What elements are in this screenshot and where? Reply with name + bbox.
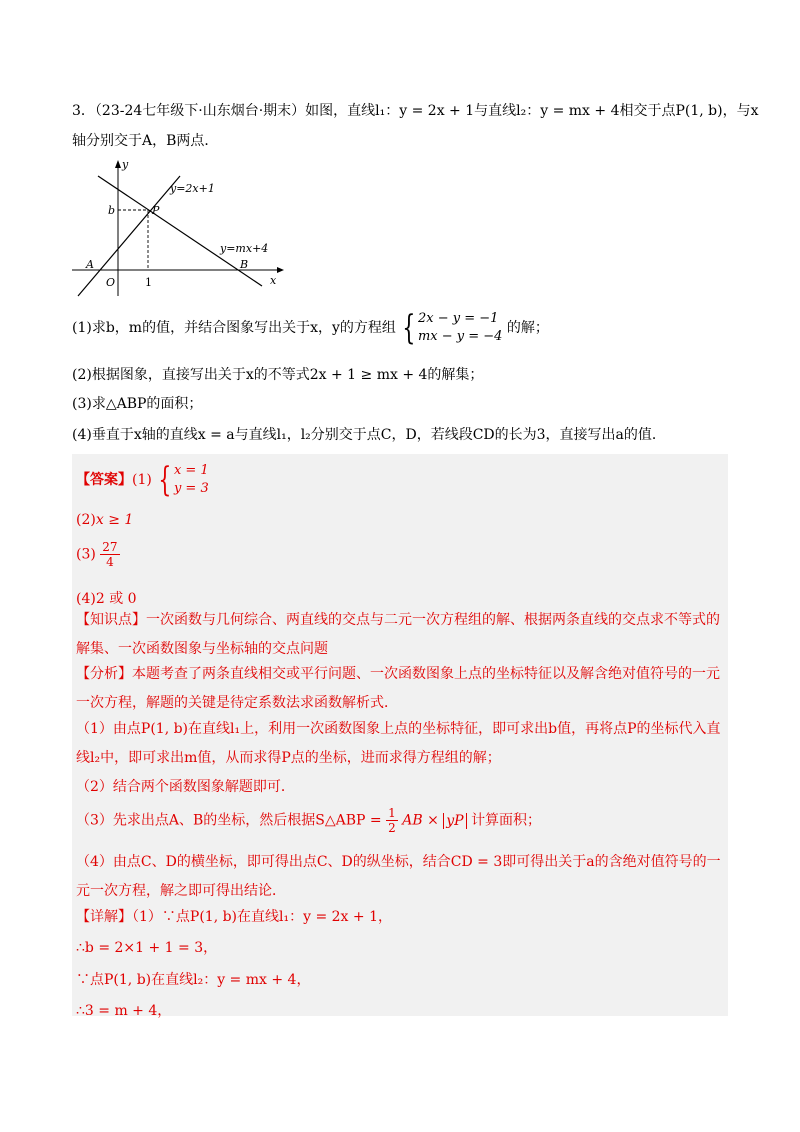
y-axis-arrow bbox=[115, 160, 121, 168]
label-origin: O bbox=[106, 276, 116, 289]
part1-prefix: (1)求b，m的值，并结合图象写出关于x，y的方程组 bbox=[72, 320, 396, 336]
part1-suffix: 的解； bbox=[506, 320, 549, 336]
question-part-2: (2)根据图象，直接写出关于x的不等式2x + 1 ≥ mx + 4的解集； bbox=[72, 367, 484, 383]
label-A: A bbox=[86, 258, 94, 271]
analysis-step-3: （3）先求出点A、B的坐标，然后根据S△ABP = $\frac{1}{2}$ AB × yP 计算面积； bbox=[76, 806, 542, 835]
analysis-intro: 【分析】本题考查了两条直线相交或平行问题、一次函数图象上点的坐标特征以及解含绝对值符号的一元一次方程，解题的关键是待定系数法求函数解析式． bbox=[76, 666, 720, 711]
answer-1-row-1: x = 1 bbox=[173, 463, 209, 478]
label-x-axis: x bbox=[270, 274, 277, 287]
question-text bbox=[72, 96, 759, 156]
analysis-step-1: （1）由点P(1, b)在直线l₁上，利用一次函数图象上点的坐标特征，即可求出b值，再将点P的坐标代入直线l₂中，即可求出m值，从而求得P点的坐标，进而求得方程组的解； bbox=[76, 721, 721, 766]
label-one: 1 bbox=[145, 276, 152, 289]
question-line-2: 轴分别交于A，B两点． bbox=[72, 133, 219, 149]
answer-3: (3) $\frac{27}{4}$ bbox=[76, 540, 118, 569]
label-b: b bbox=[108, 204, 116, 217]
question-part-3: (3)求△ABP的面积； bbox=[72, 396, 203, 412]
label-y-axis: y bbox=[122, 158, 129, 171]
answer-3-fraction: $\frac{27}{4}$ bbox=[102, 540, 118, 569]
answer-4: (4)2 或 0 bbox=[76, 591, 137, 607]
abs-yp: yP bbox=[443, 813, 466, 829]
analysis-step-2: （2）结合两个函数图象解题即可． bbox=[76, 779, 295, 795]
answer-1-prefix: (1) bbox=[132, 472, 152, 488]
answer-tag: 【答案】 bbox=[76, 472, 132, 488]
label-line1-equation: y=2x+1 bbox=[170, 182, 215, 195]
system-brace: { bbox=[402, 308, 416, 348]
answer-2-value: x ≥ 1 bbox=[95, 512, 134, 528]
equation-system bbox=[400, 310, 502, 346]
question-line-1: 3．（23-24七年级下·山东烟台·期末）如图，直线l₁：y = 2x + 1与直线l₂：y = mx + 4相交于点P(1, b)，与x bbox=[72, 103, 759, 119]
detail-line-4: ∴3 = m + 4， bbox=[76, 1003, 172, 1019]
detail-line-2: ∴b = 2×1 + 1 = 3， bbox=[76, 940, 218, 956]
label-B: B bbox=[240, 258, 249, 271]
line-l1 bbox=[78, 176, 180, 296]
question-part-1 bbox=[72, 310, 549, 346]
answer-2: (2)x ≥ 1 bbox=[76, 512, 134, 528]
detail-line-1: 【详解】（1）∵点P(1, b)在直线l₁：y = 2x + 1， bbox=[76, 909, 392, 925]
answer-1 bbox=[76, 462, 209, 498]
x-axis-arrow bbox=[277, 267, 284, 273]
answer-1-row-2: y = 3 bbox=[173, 481, 209, 496]
label-line2-equation: y=mx+4 bbox=[220, 242, 269, 255]
question-part-4: (4)垂直于x轴的直线x = a与直线l₁，l₂分别交于点C，D，若线段CD的长为3，直接写出a的值． bbox=[72, 427, 666, 443]
system-row-2: mx − y = −4 bbox=[417, 329, 503, 344]
graph-figure bbox=[72, 158, 292, 298]
system-row-1: 2x − y = −1 bbox=[417, 311, 499, 326]
knowledge-points: 【知识点】一次函数与几何综合、两直线的交点与二元一次方程组的解、根据两条直线的交点求不等式的解集、一次函数图象与坐标轴的交点问题 bbox=[76, 612, 720, 657]
analysis-step-4: （4）由点C、D的横坐标，即可得出点C、D的纵坐标，结合CD = 3即可得出关于a的含绝对值符号的一元一次方程，解之即可得出结论． bbox=[76, 854, 721, 899]
detail-line-3: ∵点P(1, b)在直线l₂：y = mx + 4， bbox=[76, 972, 311, 988]
answer-1-system: { x = 1 y = 3 bbox=[158, 460, 209, 500]
label-P: P bbox=[152, 204, 160, 217]
